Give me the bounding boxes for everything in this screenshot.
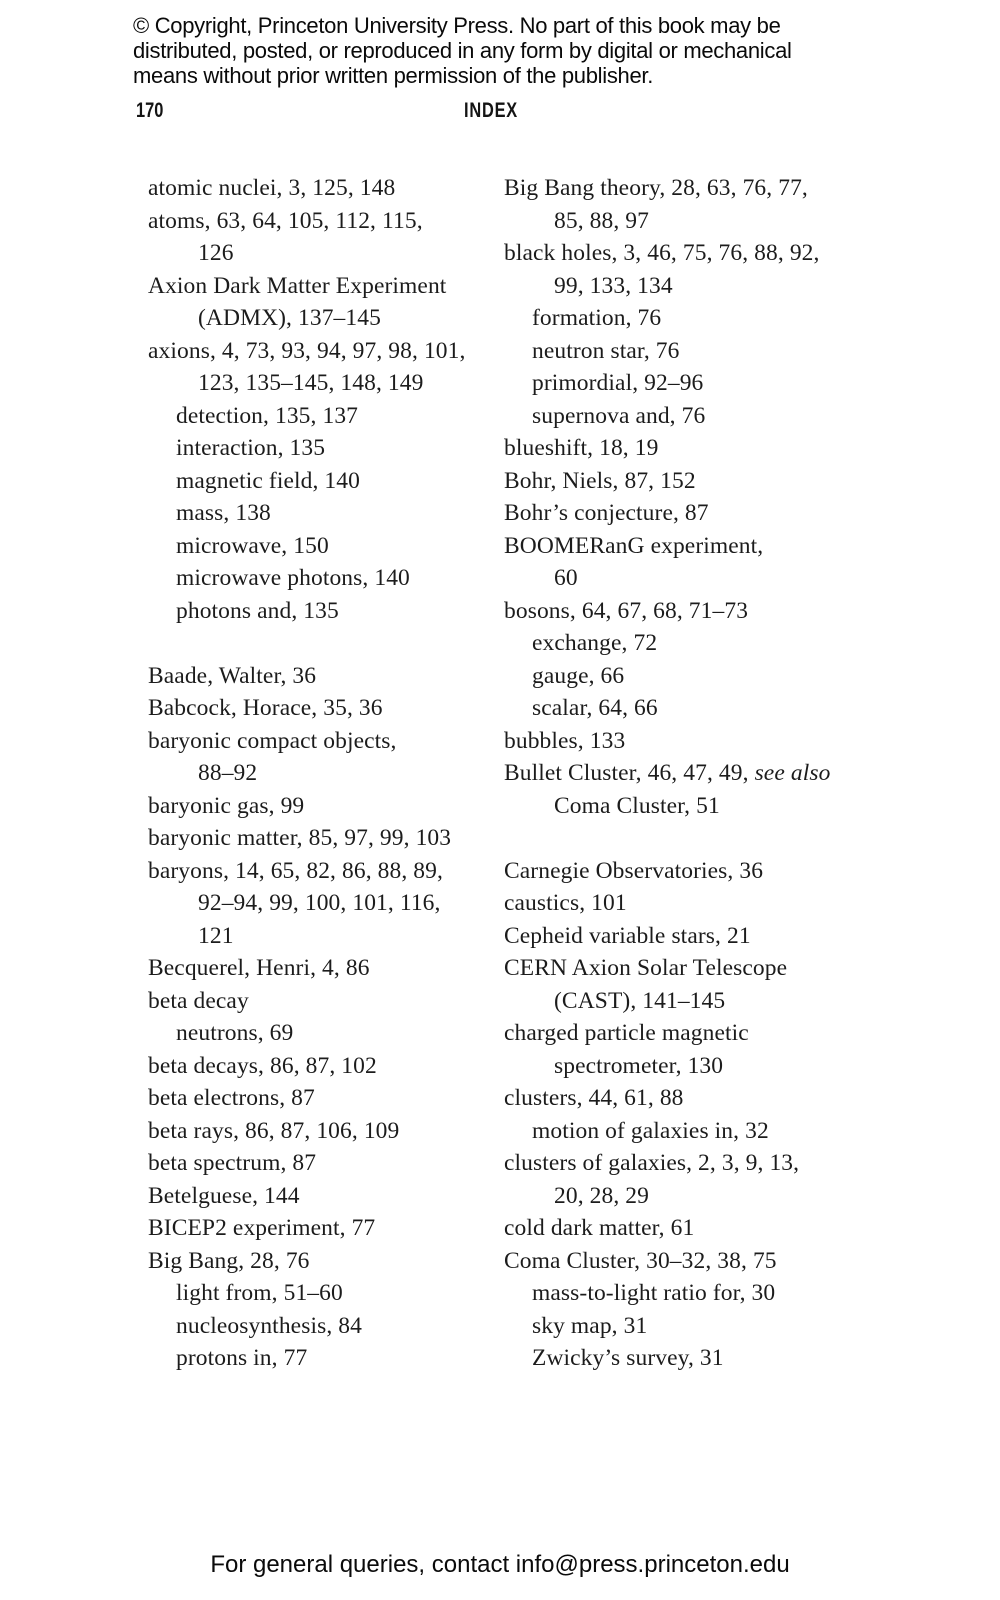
- index-entry-line: BOOMERanG experiment,: [504, 532, 764, 559]
- footer-contact-text: For general queries, contact info@press.princeton.edu: [210, 1551, 790, 1578]
- index-entry-line: CERN Axion Solar Telescope: [504, 955, 788, 981]
- index-entry-line: baryons, 14, 65, 82, 86, 88, 89,: [148, 857, 443, 884]
- index-entry-line: 88–92: [198, 760, 258, 786]
- index-entry-line: sky map, 31: [532, 1312, 648, 1339]
- index-entry-line: clusters of galaxies, 2, 3, 9, 13,: [504, 1150, 800, 1176]
- index-entry-line: Zwicky’s survey, 31: [532, 1345, 724, 1371]
- index-entry-line: spectrometer, 130: [554, 1052, 724, 1079]
- index-entry-line: 99, 133, 134: [554, 272, 673, 299]
- page-title: INDEX: [464, 99, 518, 122]
- index-column-right: [504, 172, 830, 1375]
- index-entry-line: formation, 76: [532, 305, 662, 331]
- index-entry-line: Carnegie Observatories, 36: [504, 857, 764, 884]
- index-entry-line: beta decays, 86, 87, 102: [148, 1052, 377, 1079]
- index-entry-line: detection, 135, 137: [176, 402, 359, 429]
- index-entry-line: baryonic matter, 85, 97, 99, 103: [148, 825, 452, 851]
- index-entry-line: neutron star, 76: [532, 337, 680, 364]
- index-entry-line: Coma Cluster, 30–32, 38, 75: [504, 1247, 777, 1274]
- index-entry-line: nucleosynthesis, 84: [176, 1312, 362, 1339]
- copyright-notice: [133, 13, 792, 88]
- index-entry-line: 121: [198, 922, 234, 949]
- index-entry-line: Bohr’s conjecture, 87: [504, 500, 709, 526]
- index-blank-line: [504, 822, 830, 855]
- index-entry-line: baryonic compact objects,: [148, 727, 397, 754]
- index-entry-line: atomic nuclei, 3, 125, 148: [148, 175, 396, 201]
- index-entry-line: (CAST), 141–145: [554, 987, 726, 1014]
- index-entry-line: beta decay: [148, 987, 249, 1014]
- index-entry-line: (ADMX), 137–145: [198, 305, 381, 331]
- index-entry-line: BICEP2 experiment, 77: [148, 1215, 376, 1241]
- index-entry-line: interaction, 135: [176, 435, 326, 461]
- index-entry-line: supernova and, 76: [532, 402, 706, 429]
- page-number: 170: [136, 99, 164, 122]
- index-entry-line: atoms, 63, 64, 105, 112, 115,: [148, 207, 423, 234]
- index-entry-line: mass-to-light ratio for, 30: [532, 1280, 776, 1306]
- index-entry-line: beta electrons, 87: [148, 1085, 315, 1111]
- index-entry-line: baryonic gas, 99: [148, 792, 305, 819]
- index-entry-line: Cepheid variable stars, 21: [504, 922, 751, 949]
- index-entry-line: gauge, 66: [532, 662, 625, 689]
- index-entry-line: 20, 28, 29: [554, 1182, 649, 1209]
- index-entry-line: protons in, 77: [176, 1345, 308, 1371]
- index-entry-line: clusters, 44, 61, 88: [504, 1085, 684, 1111]
- index-entry-line: magnetic field, 140: [176, 467, 360, 494]
- index-entry-line: Big Bang theory, 28, 63, 76, 77,: [504, 175, 808, 201]
- index-entry-line: cold dark matter, 61: [504, 1215, 695, 1241]
- index-entry-line: beta rays, 86, 87, 106, 109: [148, 1117, 400, 1144]
- see-also-cross-reference: see also: [754, 760, 831, 786]
- index-blank-line: [148, 627, 465, 660]
- index-entry-line: Big Bang, 28, 76: [148, 1247, 310, 1274]
- index-entry-line: black holes, 3, 46, 75, 76, 88, 92,: [504, 240, 820, 266]
- index-entry-line: caustics, 101: [504, 890, 627, 916]
- index-entry-line: Betelguese, 144: [148, 1182, 300, 1209]
- index-entry-line: blueshift, 18, 19: [504, 435, 659, 461]
- index-entry-line: neutrons, 69: [176, 1020, 294, 1046]
- index-entry-line: Becquerel, Henri, 4, 86: [148, 955, 370, 981]
- index-entry-text: Bullet Cluster, 46, 47, 49,: [504, 760, 755, 786]
- index-entry-line: 126: [198, 240, 234, 266]
- index-entry-line: photons and, 135: [176, 597, 339, 624]
- index-entry-line: scalar, 64, 66: [532, 695, 658, 721]
- index-entry-line: motion of galaxies in, 32: [532, 1117, 769, 1144]
- index-entry-line: microwave, 150: [176, 532, 329, 559]
- copyright-line: distributed, posted, or reproduced in any form by digital or mechanical: [133, 38, 792, 63]
- index-entry-line: bosons, 64, 67, 68, 71–73: [504, 597, 749, 624]
- index-entry-line: Axion Dark Matter Experiment: [148, 272, 447, 299]
- index-entry-line: 85, 88, 97: [554, 207, 649, 234]
- index-entry-line: light from, 51–60: [176, 1280, 343, 1306]
- index-entry-line: microwave photons, 140: [176, 565, 410, 591]
- index-entry-line: Babcock, Horace, 35, 36: [148, 695, 383, 721]
- index-entry-line: Baade, Walter, 36: [148, 662, 317, 689]
- index-entry-line: 123, 135–145, 148, 149: [198, 370, 424, 396]
- index-entry-line: mass, 138: [176, 500, 271, 526]
- index-entry-line: primordial, 92–96: [532, 370, 704, 396]
- index-entry-line: 92–94, 99, 100, 101, 116,: [198, 890, 441, 916]
- index-entry-line: axions, 4, 73, 93, 94, 97, 98, 101,: [148, 337, 466, 364]
- index-entry-line: beta spectrum, 87: [148, 1150, 317, 1176]
- copyright-line: means without prior written permission of the publisher.: [133, 63, 654, 88]
- index-entry-line: Coma Cluster, 51: [554, 792, 720, 819]
- running-head-row: [0, 99, 1000, 125]
- index-entry-line: exchange, 72: [532, 630, 658, 656]
- index-column-left: [148, 172, 465, 1375]
- index-entry-line: charged particle magnetic: [504, 1020, 749, 1046]
- index-entry-line: Bohr, Niels, 87, 152: [504, 467, 696, 494]
- index-entry-line: [504, 757, 830, 790]
- copyright-line: © Copyright, Princeton University Press. No part of this book may be: [133, 13, 781, 38]
- index-entry-line: 60: [554, 565, 578, 591]
- index-entry-line: bubbles, 133: [504, 727, 626, 754]
- page-footer: [0, 1551, 1000, 1579]
